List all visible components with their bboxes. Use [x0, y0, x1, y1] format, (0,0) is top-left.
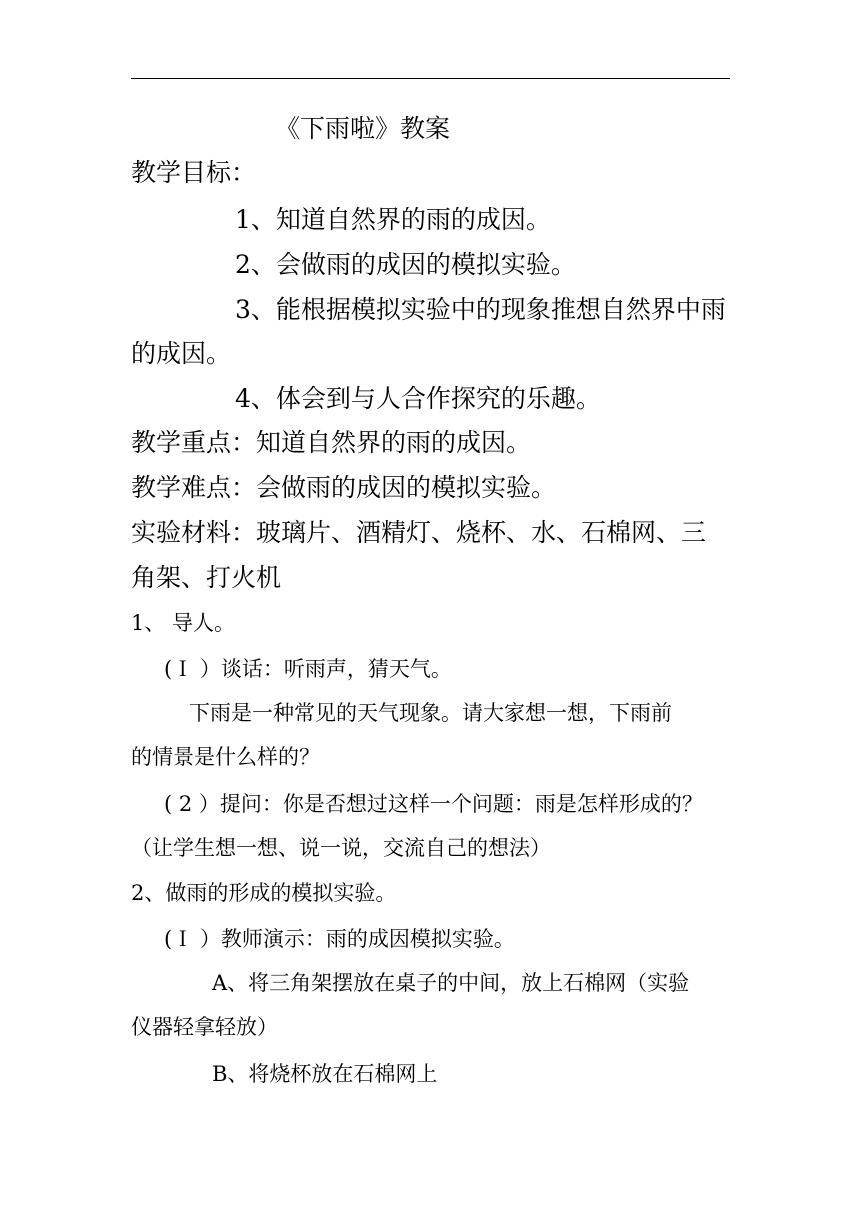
- step-b: B、将烧杯放在石棉网上: [212, 1062, 438, 1086]
- objective-item: 2、会做雨的成因的模拟实验。: [235, 250, 576, 279]
- objectives-heading: 教学目标：: [131, 158, 257, 187]
- difficulty: 教学难点：会做雨的成因的模拟实验。: [131, 473, 557, 502]
- section-1-heading: 1、 导人。: [131, 611, 236, 635]
- section-1-item-2: ( 2 ）提问：你是否想过这样一个问题：雨是怎样形成的？: [164, 792, 703, 816]
- key-point: 教学重点：知道自然界的雨的成因。: [131, 428, 532, 457]
- section-2-heading: 2、做雨的形成的模拟实验。: [131, 881, 397, 905]
- header-rule: [131, 78, 730, 79]
- section-1-paragraph-continuation: 的情景是什么样的？: [131, 745, 320, 769]
- objective-item: 3、能根据模拟实验中的现象推想自然界中雨: [235, 295, 726, 324]
- materials-line-continuation: 角架、打火机: [131, 563, 282, 592]
- step-a-continuation: 仪器轻拿轻放）: [131, 1015, 278, 1039]
- section-1-item-1: (Ｉ ）谈话：听雨声，猜天气。: [164, 657, 452, 681]
- objective-item: 1、知道自然界的雨的成因。: [235, 205, 551, 234]
- objective-item-continuation: 的成因。: [131, 339, 232, 368]
- section-1-item-2-note: （让学生想一想、说一说，交流自己的想法）: [131, 836, 551, 860]
- step-a: A、将三角架摆放在桌子的中间，放上石棉网（实验: [212, 971, 690, 995]
- section-1-paragraph: 下雨是一种常见的天气现象。请大家想一想，下雨前: [189, 701, 672, 725]
- document-title: 《下雨啦》教案: [275, 114, 451, 143]
- section-2-item-1: (Ｉ ）教师演示：雨的成因模拟实验。: [164, 927, 515, 951]
- materials-line: 实验材料：玻璃片、酒精灯、烧杯、水、石棉网、三: [131, 518, 707, 547]
- objective-item: 4、体会到与人合作探究的乐趣。: [235, 384, 601, 413]
